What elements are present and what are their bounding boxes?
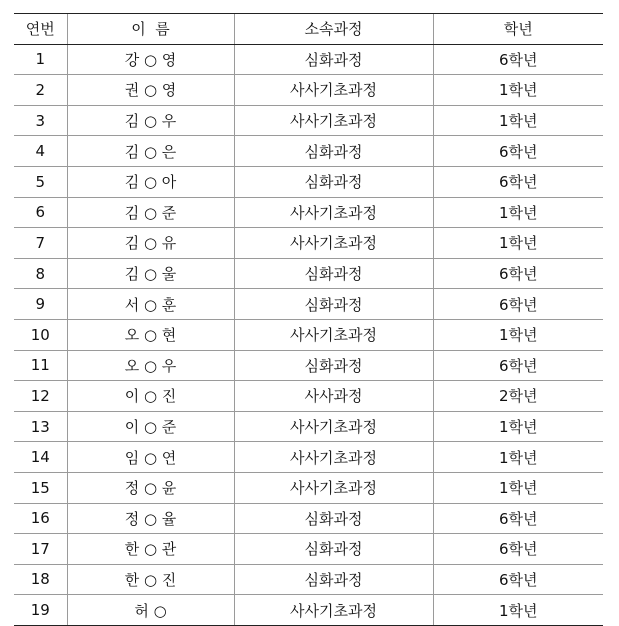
cell-year: 1학년 xyxy=(433,319,603,350)
cell-year: 6학년 xyxy=(433,503,603,534)
cell-name: 강 ○ 영 xyxy=(67,44,234,75)
cell-name: 김 ○ 아 xyxy=(67,166,234,197)
table-row xyxy=(14,350,603,381)
cell-name: 한 ○ 진 xyxy=(67,564,234,595)
cell-course: 사사과정 xyxy=(234,381,433,412)
cell-course: 심화과정 xyxy=(234,564,433,595)
cell-no: 17 xyxy=(14,534,67,565)
cell-name: 김 ○ 은 xyxy=(67,136,234,167)
table-row xyxy=(14,319,603,350)
cell-name: 이 ○ 진 xyxy=(67,381,234,412)
cell-name: 허 ○ xyxy=(67,595,234,626)
cell-name: 오 ○ 우 xyxy=(67,350,234,381)
cell-course: 심화과정 xyxy=(234,503,433,534)
cell-name: 김 ○ 울 xyxy=(67,258,234,289)
cell-year: 6학년 xyxy=(433,289,603,320)
cell-no: 14 xyxy=(14,442,67,473)
table-row xyxy=(14,166,603,197)
cell-year: 1학년 xyxy=(433,595,603,626)
header-year: 학년 xyxy=(433,14,603,45)
cell-course: 사사기초과정 xyxy=(234,197,433,228)
table-row xyxy=(14,381,603,412)
cell-no: 15 xyxy=(14,472,67,503)
cell-course: 사사기초과정 xyxy=(234,228,433,259)
cell-course: 사사기초과정 xyxy=(234,319,433,350)
cell-course: 사사기초과정 xyxy=(234,411,433,442)
cell-no: 16 xyxy=(14,503,67,534)
cell-course: 사사기초과정 xyxy=(234,595,433,626)
cell-name: 임 ○ 연 xyxy=(67,442,234,473)
cell-name: 김 ○ 준 xyxy=(67,197,234,228)
cell-no: 11 xyxy=(14,350,67,381)
cell-year: 6학년 xyxy=(433,166,603,197)
cell-year: 6학년 xyxy=(433,564,603,595)
table-row xyxy=(14,228,603,259)
cell-course: 사사기초과정 xyxy=(234,75,433,106)
cell-course: 사사기초과정 xyxy=(234,472,433,503)
cell-no: 9 xyxy=(14,289,67,320)
cell-no: 3 xyxy=(14,105,67,136)
table-body xyxy=(14,44,603,625)
cell-no: 19 xyxy=(14,595,67,626)
header-row xyxy=(14,14,603,45)
cell-name: 이 ○ 준 xyxy=(67,411,234,442)
cell-no: 10 xyxy=(14,319,67,350)
table-row xyxy=(14,472,603,503)
cell-course: 심화과정 xyxy=(234,289,433,320)
table-row xyxy=(14,503,603,534)
cell-no: 12 xyxy=(14,381,67,412)
cell-year: 1학년 xyxy=(433,105,603,136)
cell-course: 사사기초과정 xyxy=(234,105,433,136)
table-row xyxy=(14,595,603,626)
cell-name: 한 ○ 관 xyxy=(67,534,234,565)
cell-no: 18 xyxy=(14,564,67,595)
cell-year: 6학년 xyxy=(433,136,603,167)
cell-no: 8 xyxy=(14,258,67,289)
cell-name: 김 ○ 유 xyxy=(67,228,234,259)
cell-year: 1학년 xyxy=(433,472,603,503)
cell-name: 정 ○ 윤 xyxy=(67,472,234,503)
table-row xyxy=(14,564,603,595)
cell-year: 2학년 xyxy=(433,381,603,412)
cell-year: 6학년 xyxy=(433,350,603,381)
cell-no: 2 xyxy=(14,75,67,106)
cell-course: 심화과정 xyxy=(234,258,433,289)
header-no: 연번 xyxy=(14,14,67,45)
roster-table xyxy=(14,13,603,626)
table-row xyxy=(14,105,603,136)
cell-no: 13 xyxy=(14,411,67,442)
cell-name: 권 ○ 영 xyxy=(67,75,234,106)
table-row xyxy=(14,75,603,106)
cell-no: 5 xyxy=(14,166,67,197)
cell-no: 7 xyxy=(14,228,67,259)
table-row xyxy=(14,258,603,289)
cell-course: 심화과정 xyxy=(234,44,433,75)
table-row xyxy=(14,534,603,565)
table-row xyxy=(14,411,603,442)
table-row xyxy=(14,44,603,75)
cell-name: 김 ○ 우 xyxy=(67,105,234,136)
cell-no: 4 xyxy=(14,136,67,167)
cell-year: 6학년 xyxy=(433,534,603,565)
cell-year: 1학년 xyxy=(433,411,603,442)
table-row xyxy=(14,442,603,473)
table-row xyxy=(14,136,603,167)
table-row xyxy=(14,197,603,228)
cell-name: 서 ○ 훈 xyxy=(67,289,234,320)
cell-course: 심화과정 xyxy=(234,166,433,197)
cell-year: 1학년 xyxy=(433,75,603,106)
header-course: 소속과정 xyxy=(234,14,433,45)
cell-course: 사사기초과정 xyxy=(234,442,433,473)
cell-name: 오 ○ 현 xyxy=(67,319,234,350)
cell-year: 6학년 xyxy=(433,258,603,289)
cell-year: 1학년 xyxy=(433,442,603,473)
cell-no: 6 xyxy=(14,197,67,228)
cell-year: 1학년 xyxy=(433,197,603,228)
cell-no: 1 xyxy=(14,44,67,75)
cell-year: 1학년 xyxy=(433,228,603,259)
table-row xyxy=(14,289,603,320)
cell-name: 정 ○ 율 xyxy=(67,503,234,534)
cell-course: 심화과정 xyxy=(234,534,433,565)
cell-year: 6학년 xyxy=(433,44,603,75)
table-header xyxy=(14,14,603,45)
cell-course: 심화과정 xyxy=(234,136,433,167)
header-name: 이 름 xyxy=(67,14,234,45)
cell-course: 심화과정 xyxy=(234,350,433,381)
